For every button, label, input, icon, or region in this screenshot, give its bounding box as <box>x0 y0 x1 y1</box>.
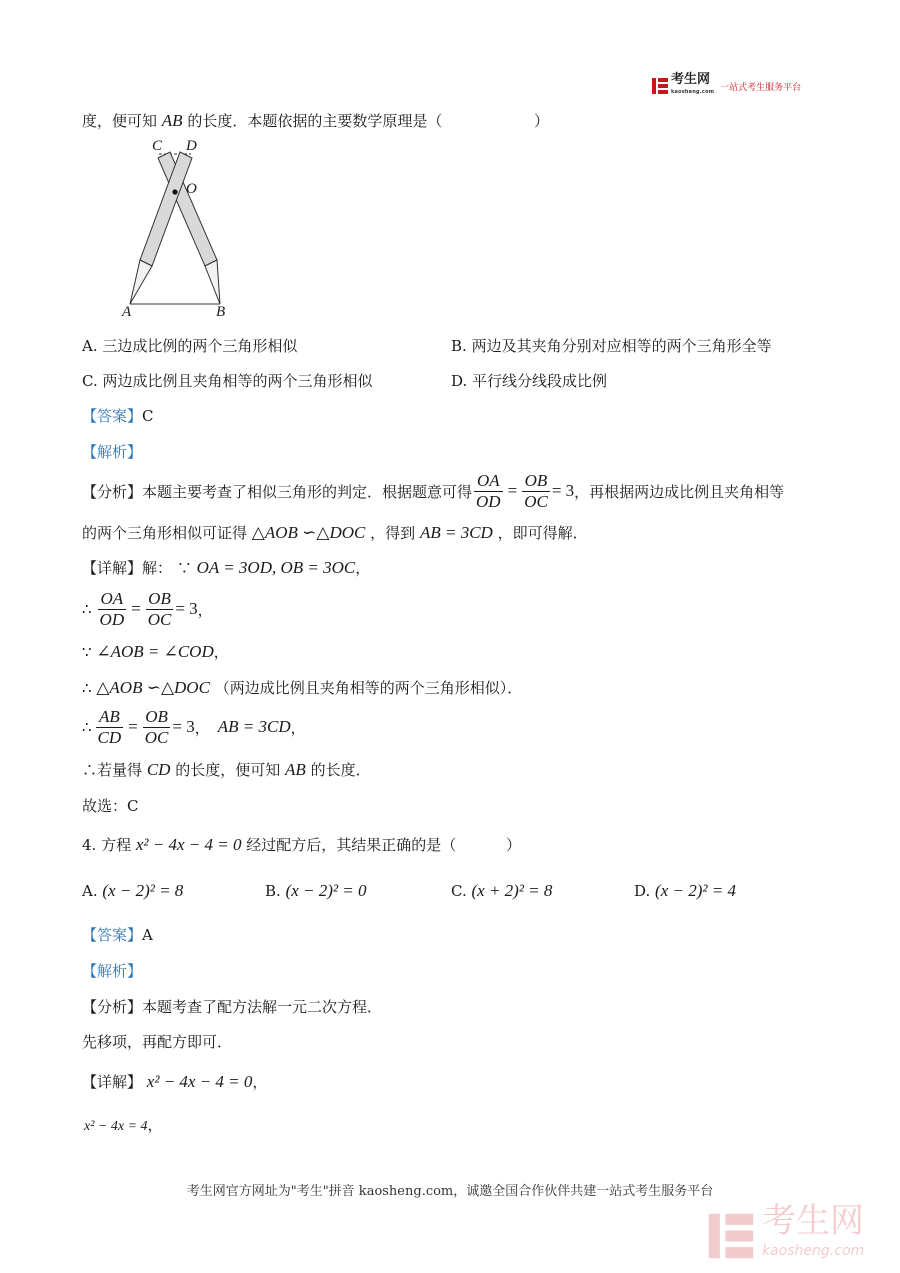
q4-detail-line2: x² − 4x = 4， <box>84 1116 163 1134</box>
q3-detail-line4: ∴ △AOB ∽△DOC （两边成比例且夹角相等的两个三角形相似）． <box>82 678 523 697</box>
q4-step: 先移项，再配方即可． <box>82 1033 233 1051</box>
q3-answer: 【答案】C <box>82 407 154 425</box>
footer-note: 考生网官方网址为"考生"拼音 kaosheng.com，诚邀全国合作伙伴共建一站式考生服务平台 <box>186 1184 714 1199</box>
label-O: O <box>186 181 197 197</box>
q3-stem: 度，便可知 AB 的长度．本题依据的主要数学原理是（ <box>82 111 443 130</box>
q3-option-a: A. 三边成比例的两个三角形相似 <box>82 337 298 355</box>
label-D: D <box>186 138 197 154</box>
q3-analysis-tag: 【解析】 <box>82 443 143 461</box>
q4-answer: 【答案】A <box>82 926 153 944</box>
label-B: B <box>216 304 226 320</box>
q3-detail-line1: 【详解】解： ∵ OA = 3OD, OB = 3OC， <box>82 558 371 577</box>
q4-option-a: A. (x − 2)² = 8 <box>82 881 184 900</box>
logo-mark-icon <box>652 77 668 95</box>
logo-text: 考生网 kaosheng.com <box>671 74 714 98</box>
q4-detail-line1: 【详解】 x² − 4x − 4 = 0， <box>82 1072 268 1091</box>
q3-option-c: C. 两边成比例且夹角相等的两个三角形相似 <box>82 372 373 390</box>
header-logo <box>652 74 801 98</box>
watermark-name: 考生网 <box>762 1201 864 1241</box>
q3-stem-close: ） <box>534 112 550 130</box>
q4-stem-close: ） <box>506 836 522 854</box>
q3-fenxi-line2: 的两个三角形相似可证得 △AOB ∽△DOC ，得到 AB = 3CD ，即可得解． <box>82 523 588 542</box>
q4-analysis-tag: 【解析】 <box>82 962 143 980</box>
q4-option-d: D. (x − 2)² = 4 <box>634 881 736 900</box>
q4-fenxi: 【分析】本题考查了配方法解一元二次方程． <box>82 998 383 1016</box>
q3-detail-line3: ∵ ∠AOB = ∠COD， <box>82 642 229 661</box>
label-C: C <box>152 138 163 154</box>
q3-fenxi-line1: 【分析】 本题主要考查了相似三角形的判定．根据题意可得 $\frac{OA}{OD}$ = $\frac{OB}{OC}$ = 3 ，再根据两边成比例且夹角相等 <box>82 470 785 511</box>
logo-domain: kaosheng.com <box>671 89 715 95</box>
q3-detail-line6: ∴若量得 CD 的长度，便可知 AB 的长度． <box>82 760 371 779</box>
q3-detail-line2: ∴ $\frac{OA}{OD}$ = $\frac{OB}{OC}$ = 3 ， <box>82 588 213 629</box>
q4-stem: 4. 方程 x² − 4x − 4 = 0 经过配方后，其结果正确的是（ <box>82 835 457 854</box>
q4-option-c: C. (x + 2)² = 8 <box>451 881 553 900</box>
compass-figure <box>110 138 240 323</box>
q3-option-d: D. 平行线分线段成比例 <box>451 372 608 390</box>
watermark-mark-icon <box>708 1211 754 1261</box>
q3-choice: 故选：C <box>82 797 139 815</box>
q4-option-b: B. (x − 2)² = 0 <box>265 881 367 900</box>
q3-detail-line5: ∴ $\frac{AB}{CD}$ = $\frac{OB}{OC}$ = 3 ， AB = 3CD ， <box>82 706 306 747</box>
watermark-domain: kaosheng.com <box>762 1243 865 1259</box>
logo-slogan: 一站式考生服务平台 <box>720 82 802 93</box>
q3-option-b: B. 两边及其夹角分别对应相等的两个三角形全等 <box>451 337 772 355</box>
label-A: A <box>122 304 132 320</box>
watermark-logo <box>708 1201 865 1266</box>
